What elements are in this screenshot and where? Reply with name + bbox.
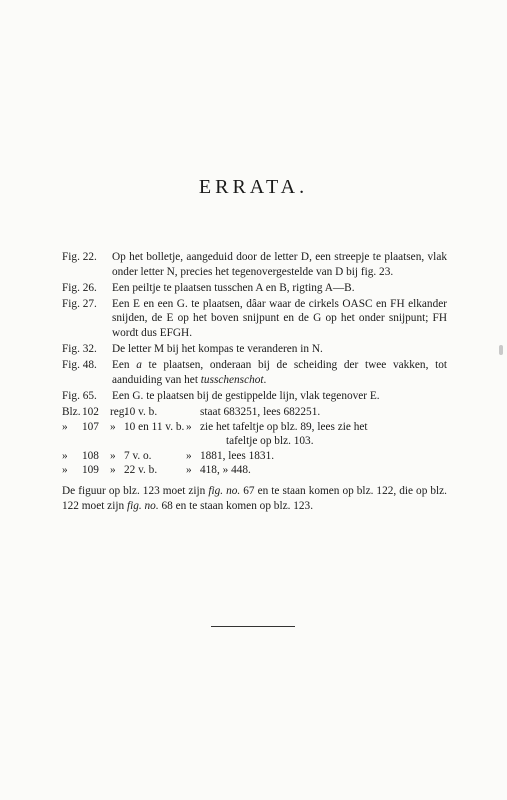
errata-page-entry-109 [62,463,447,478]
line-ref: 7 v. o. [124,449,152,462]
text-segment: te plaatsen, onderaan bij de scheiding der twee vakken, tot aanduiding van het [112,359,447,386]
figure-note [62,484,447,513]
italic-letter: a [136,359,142,372]
entry-key: Fig. 65. [62,389,97,402]
line-ref: 10 v. b. [124,405,158,418]
entry-text: De letter M bij het kompas te veranderen in N. [112,343,323,356]
entry-key: Fig. 27. [62,297,97,310]
line-ref: 22 v. b. [124,464,158,477]
entry-key: Fig. 48. [62,359,97,372]
errata-entry-fig-22 [62,250,447,279]
errata-page-entry-102 [62,405,447,420]
ditto-mark: » [186,449,192,462]
page-number: 108 [82,449,99,462]
note-italic: fig. no. [126,499,159,512]
correction-text: 418, » 448. [200,464,251,477]
errata-entry-fig-48 [62,358,447,387]
entry-text: Een peiltje te plaatsen tusschen A en B, rigting A—B. [112,281,355,294]
line-ref: 10 en 11 v. b. [124,420,185,433]
divider-rule [211,626,295,627]
note-text: 67 en te staan komen op blz. 122, die op blz. 122 moet zijn [62,484,447,512]
blz-label: Blz. [62,405,81,418]
errata-list [62,250,447,513]
entry-text: Een E en een G. te plaatsen, dâar waar de cirkels OASC en FH elkander snijden, de E op het boven snijpunt en de G op het onder snijpunt; FH wordt dus EFGH. [112,297,447,339]
errata-page-entry-108 [62,449,447,464]
note-text: 68 en te staan komen op blz. 123. [158,499,314,512]
correction-text [200,420,447,449]
entry-key: Fig. 32. [62,343,97,356]
correction-line: zie het tafeltje op blz. 89, lees zie het [200,420,368,433]
correction-text: 1881, lees 1831. [200,449,275,462]
entry-key: Fig. 26. [62,281,97,294]
note-italic: fig. no. [208,484,241,497]
italic-term: tusschenschot [200,373,264,386]
line-label: reg. [110,405,128,418]
errata-entry-fig-27 [62,297,447,341]
ditto-mark: » [62,449,68,462]
ditto-mark: » [110,449,116,462]
entry-text: Op het bolletje, aangeduid door de letter D, een streepje te plaatsen, vlak onder letter N, precies het tegenovergestelde van D bij fig. 23. [112,251,447,278]
entry-text: Een G. te plaatsen bij de gestippelde lijn, vlak tegenover E. [112,389,380,402]
page-title: ERRATA. [198,176,309,198]
ditto-mark: » [62,420,68,433]
text-segment: . [263,373,267,386]
text-segment: Een [112,359,137,372]
ditto-mark: » [62,464,68,477]
ditto-mark: » [186,464,192,477]
correction-text: staat 683251, lees 682251. [200,405,321,418]
ditto-mark: » [110,420,116,433]
ditto-mark: » [186,420,192,433]
ditto-mark [186,405,200,420]
ditto-mark: » [110,464,116,477]
errata-entry-fig-26 [62,281,447,296]
page-edge-mark [499,345,503,355]
entry-key: Fig. 22. [62,251,97,263]
page-number: 107 [82,420,99,433]
page-number: 109 [82,464,99,477]
errata-page-entry-107 [62,420,447,449]
note-text: De figuur op blz. 123 moet zijn [62,484,209,497]
page-number: 102 [82,405,99,418]
correction-continuation: tafeltje op blz. 103. [226,435,314,448]
entry-text [112,358,447,387]
errata-entry-fig-32 [62,342,447,357]
errata-entry-fig-65 [62,389,447,404]
